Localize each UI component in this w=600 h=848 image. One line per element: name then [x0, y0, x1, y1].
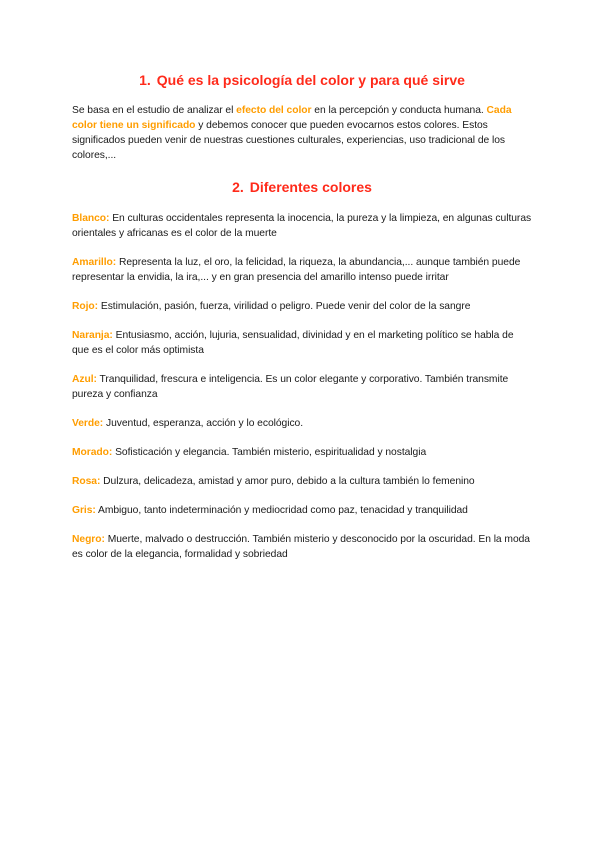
color-list [72, 211, 532, 562]
color-description: Estimulación, pasión, fuerza, virilidad o peligro. Puede venir del color de la sangre [98, 301, 471, 312]
color-term: Negro: [72, 534, 105, 545]
color-term: Gris: [72, 505, 96, 516]
intro-highlight-1: efecto del color [236, 105, 312, 116]
color-description: Sofisticación y elegancia. También misterio, espiritualidad y nostalgia [112, 447, 427, 458]
color-entry-rosa [72, 474, 532, 489]
color-term: Blanco: [72, 213, 110, 224]
section-2-heading [72, 179, 532, 195]
color-term: Naranja: [72, 330, 113, 341]
color-description: En culturas occidentales representa la inocencia, la pureza y la limpieza, en algunas culturas orientales y africanas es el color de la muerte [72, 213, 532, 239]
color-entry-morado [72, 445, 532, 460]
color-description: Tranquilidad, frescura e inteligencia. Es un color elegante y corporativo. También transmite pureza y confianza [72, 374, 509, 400]
color-entry-blanco [72, 211, 532, 241]
color-entry-amarillo [72, 255, 532, 285]
section-2-number: 2. [232, 179, 244, 195]
color-entry-naranja [72, 328, 532, 358]
intro-text-3: y debemos conocer que pueden evocarnos estos colores. Estos significados pueden venir de nuestras cuestiones culturales, experiencias, uso tradicional de los colores,... [72, 120, 506, 161]
color-description: Entusiasmo, acción, lujuria, sensualidad, divinidad y en el marketing político se habla de que es el color más optimista [72, 330, 514, 356]
color-entry-negro [72, 532, 532, 562]
section-1-title: Qué es la psicología del color y para qué sirve [156, 72, 465, 88]
color-term: Amarillo: [72, 257, 117, 268]
color-description: Juventud, esperanza, acción y lo ecológico. [103, 418, 304, 429]
section-1-number: 1. [139, 72, 151, 88]
section-2-title: Diferentes colores [249, 179, 372, 195]
color-entry-rojo [72, 299, 532, 314]
color-description: Muerte, malvado o destrucción. También misterio y desconocido por la oscuridad. En la moda es color de la elegancia, formalidad y sobriedad [72, 534, 530, 560]
intro-highlight-2: Cada color tiene un significado [72, 105, 512, 131]
color-description: Representa la luz, el oro, la felicidad, la riqueza, la abundancia,... aunque también puede representar la envidia, la ira,... y en gran presencia del amarillo intenso puede irritar [72, 257, 521, 283]
color-term: Rojo: [72, 301, 99, 312]
color-term: Morado: [72, 447, 113, 458]
color-description: Dulzura, delicadeza, amistad y amor puro, debido a la cultura también lo femenino [100, 476, 475, 487]
color-entry-azul [72, 372, 532, 402]
color-term: Azul: [72, 374, 97, 385]
color-entry-gris [72, 503, 532, 518]
intro-text-2: en la percepción y conducta humana. [311, 105, 487, 116]
document-content [72, 66, 532, 576]
color-entry-verde [72, 416, 532, 431]
color-term: Rosa: [72, 476, 101, 487]
color-term: Verde: [72, 418, 104, 429]
section-1-heading [72, 72, 532, 88]
intro-text-1: Se basa en el estudio de analizar el [72, 105, 237, 116]
intro-paragraph [72, 103, 532, 163]
color-description: Ambiguo, tanto indeterminación y mediocridad como paz, tenacidad y tranquilidad [95, 505, 468, 516]
